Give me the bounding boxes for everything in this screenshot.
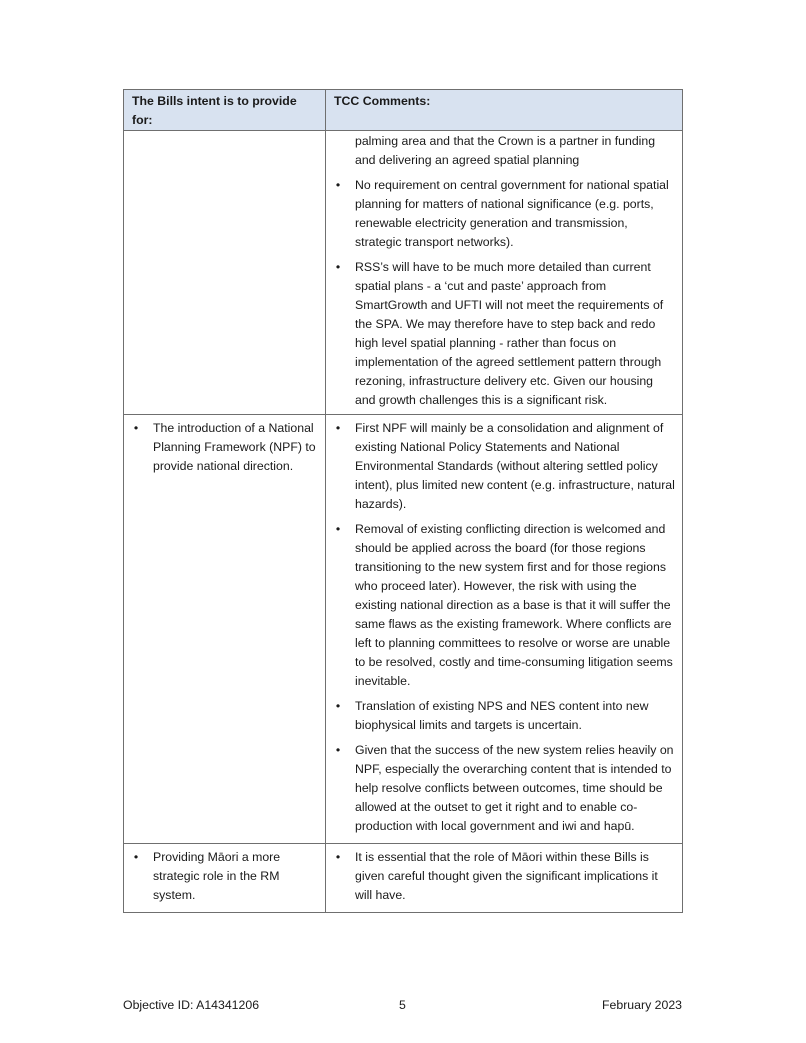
column-header-comments: TCC Comments: — [326, 90, 683, 131]
objective-id: Objective ID: A14341206 — [123, 998, 260, 1012]
bullet-icon: • — [335, 178, 341, 192]
list-item — [326, 741, 682, 836]
list-item — [326, 419, 682, 514]
bullet-icon: • — [335, 743, 341, 757]
list-item — [326, 697, 682, 735]
comment-text: First NPF will mainly be a consolidation and alignment of existing National Policy Statements and National Environmental Standards (without altering settled policy intent), plus limited new content (e.g. infrastructure, natural hazards). — [355, 421, 675, 511]
table-header-row — [124, 90, 683, 131]
page-number: 5 — [399, 998, 406, 1012]
footer-date: February 2023 — [602, 998, 682, 1012]
list-item — [124, 848, 325, 905]
table-row — [124, 415, 683, 844]
comments-table — [123, 89, 683, 913]
continued-comment: palming area and that the Crown is a partner in funding and delivering an agreed spatial planning — [355, 134, 656, 167]
bullet-icon: • — [335, 850, 341, 864]
list-item — [326, 176, 682, 252]
comments-cell — [326, 131, 683, 415]
comment-text: RSS’s will have to be much more detailed than current spatial plans - a ‘cut and paste’ approach from SmartGrowth and UFTI will not meet the requirements of the SPA. We may therefore have to step back and redo high level spatial planning - rather than focus on implementation of the agreed settlement pattern through rezoning, infrastructure delivery etc. Given our housing and growth challenges this is a significant risk. — [355, 260, 664, 407]
list-item — [124, 419, 325, 476]
bullet-icon: • — [335, 260, 341, 274]
comments-cell — [326, 415, 683, 844]
list-item — [326, 520, 682, 691]
table-row — [124, 131, 683, 415]
intent-text: The introduction of a National Planning Framework (NPF) to provide national direction. — [153, 421, 316, 473]
page-footer — [123, 998, 682, 1016]
bullet-icon: • — [133, 850, 139, 864]
intent-cell — [124, 844, 326, 913]
comment-text: Removal of existing conflicting direction is welcomed and should be applied across the board (for those regions transitioning to the new system first and for those regions who proceed later). However, the risk with using the existing national direction as a base is that it will suffer the same flaws as the existing framework. Where conflicts are left to planning committees to resolve or worse are unable to be resolved, costly and time-consuming litigation seems inevitable. — [355, 522, 673, 688]
bullet-icon: • — [335, 421, 341, 435]
column-header-intent: The Bills intent is to provide for: — [124, 90, 326, 131]
comments-cell — [326, 844, 683, 913]
table-row — [124, 844, 683, 913]
list-item — [326, 848, 682, 905]
bullet-icon: • — [133, 421, 139, 435]
intent-text: Providing Māori a more strategic role in the RM system. — [153, 850, 281, 902]
bullet-icon: • — [335, 699, 341, 713]
list-item — [326, 258, 682, 410]
comment-text: It is essential that the role of Māori within these Bills is given careful thought given the significant implications it will have. — [355, 850, 658, 902]
comment-text: Translation of existing NPS and NES content into new biophysical limits and targets is uncertain. — [355, 699, 649, 732]
comment-text: No requirement on central government for national spatial planning for matters of national significance (e.g. ports, renewable electricity generation and transmission, strategic transport networks). — [355, 178, 669, 249]
comment-text: Given that the success of the new system relies heavily on NPF, especially the overarching content that is intended to help resolve conflicts between outcomes, time should be allowed at the outset to get it right and to enable co-production with local government and iwi and hapū. — [355, 743, 674, 833]
bullet-icon: • — [335, 522, 341, 536]
intent-cell — [124, 415, 326, 844]
intent-cell — [124, 131, 326, 415]
